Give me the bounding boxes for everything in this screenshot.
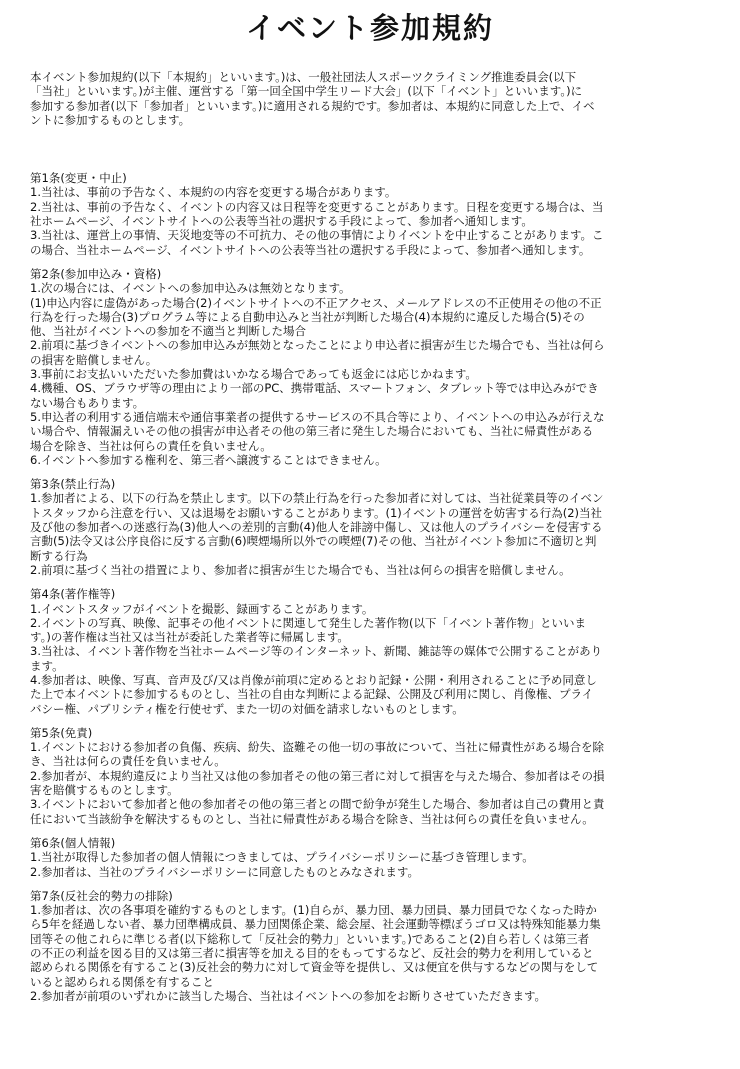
article-clause: 3.当社は、イベント著作物を当社ホームページ等のインターネット、新聞、雑誌等の媒体で公開することがあり ます。 [30,644,603,673]
article-clause: 1.イベントにおける参加者の負傷、疾病、紛失、盗難その他一切の事故について、当社に帰責性がある場合を除 き、当社は何らの責任を負いません。 [30,740,605,769]
article-clause: 2.参加者が前項のいずれかに該当した場合、当社はイベントへの参加をお断りさせていただきます。 [30,988,547,1003]
article-section [30,587,710,716]
article-section [30,171,710,257]
article-section [30,836,710,879]
article-clause: 1.当社が取得した参加者の個人情報につきましては、プライバシーポリシーに基づき管理します。 [30,850,534,865]
article-section [30,726,710,826]
article-clause: 1.当社は、事前の予告なく、本規約の内容を変更する場合があります。 [30,185,397,200]
article-clause: 3.事前にお支払いいただいた参加費はいかなる場合であっても返金には応じかねます。 [30,367,477,382]
article-heading: 第6条(個人情報) [30,835,116,850]
article-clause: 5.申込者の利用する通信端末や通信事業者の提供するサービスの不具合等により、イベントへの申込みが行えな い場合や、情報漏えいその他の損害が申込者その他の第三者に発生した場合においても、当社に帰責性がある 場合を除き、当社は何らの責任を負いません。 [30,409,605,453]
article-heading: 第1条(変更・中止) [30,171,127,186]
article-clause: 1.参加者による、以下の行為を禁止します。以下の禁止行為を行った参加者に対しては、当社従業員等のイベン トスタッフから注意を行い、又は退場をお願いすることがあります。(1)イベントの運営を妨害する行為(2)当社 及び他の参加者への迷惑行為(3)他人への差別的言動(4)他人を誹謗中傷し、又は他人のプライバシーを侵害する 言動(5)法令又は公序良俗に反する言動(6)喫煙場所以外での喫煙(7)その他、当社がイベント参加に不適切と判 断する行為 [30,491,604,563]
article-clause: 3.イベントにおいて参加者と他の参加者その他の第三者との間で紛争が発生した場合、参加者は自己の費用と責 任において当該紛争を解決するものとし、当社に帰責性がある場合を除き、当社は何らの責任を負いません。 [30,797,605,826]
article-clause: 6.イベントへ参加する権利を、第三者へ譲渡することはできません。 [30,452,387,467]
article-heading: 第7条(反社会的勢力の排除) [30,888,173,903]
article-clause: 1.イベントスタッフがイベントを撮影、録画することがあります。 [30,601,374,616]
article-clause: 2.当社は、事前の予告なく、イベントの内容又は日程等を変更することがあります。日程を変更する場合は、当 社ホームページ、イベントサイトへの公表等当社の選択する手段によって、参加者へ通知します。 [30,199,604,229]
article-section [30,477,710,577]
article-clause: 4.参加者は、映像、写真、音声及び/又は肖像が前項に定めるとおり記録・公開・利用されることに予め同意し た上で本イベントに参加するものとし、当社の自由な判断による記録、公開及び利用に関し、肖像権、プライ バシー権、パブリシティ権を行使せず、また一切の対価を請求しないものとします。 [30,672,597,716]
article-clause: 4.機種、OS、ブラウザ等の理由により一部のPC、携帯電話、スマートフォン、タブレット等では申込みができ ない場合もあります。 [30,381,599,410]
article-clause: 1.参加者は、次の各事項を確約するものとします。(1)自らが、暴力団、暴力団員、暴力団員でなくなった時か ら5年を経過しない者、暴力団準構成員、暴力団関係企業、総会屋、社会運動等標ぼうゴロ又は特殊知能暴力集 団等その他これらに準じる者(以下総称して「反社会的勢力」といいます。)であること(2)自ら若しくは第三者 の不正の利益を図る目的又は第三者に損害等を加える目的をもってするなど、反社会的勢力を利用していると 認められる関係を有すること(3)反社会的勢力に対して資金等を提供し、又は便宜を供与するなどの関与をして いると認められる関係を有すること [30,903,601,989]
article-clause: 2.前項に基づきイベントへの参加申込みが無効となったことにより申込者に損害が生じた場合でも、当社は何ら の損害を賠償しません。 [30,338,605,367]
article-clause: 2.参加者は、当社のプライバシーポリシーに同意したものとみなされます。 [30,864,419,879]
article-heading: 第4条(著作権等) [30,587,116,602]
articles-list [30,171,710,1003]
intro-paragraph: 本イベント参加規約(以下「本規約」といいます。)は、一般社団法人スポーツクライミング推進委員会(以下 「当社」といいます。)が主催、運営する「第一回全国中学生リード大会」(以下「イベント」といいます。)に 参加する参加者(以下「参加者」といいます。)に適用される規約です。参加者は、本規約に同意した上で、イベ ントに参加するものとします。 [30,70,595,127]
article-section [30,267,710,467]
article-clause: 3.当社は、運営上の事情、天災地変等の不可抗力、その他の事情によりイベントを中止することがあります。こ の場合、当社ホームページ、イベントサイトへの公表等当社の選択する手段によって、参加者へ通知します。 [30,228,604,257]
article-heading: 第3条(禁止行為) [30,477,116,492]
article-section [30,889,710,1003]
article-clause: 2.前項に基づく当社の措置により、参加者に損害が生じた場合でも、当社は何らの損害を賠償しません。 [30,562,571,577]
article-clause: 2.イベントの写真、映像、記事その他イベントに関連して発生した著作物(以下「イベント著作物」といいま す。)の著作権は当社又は当社が委託した業者等に帰属します。 [30,615,586,645]
article-heading: 第5条(免責) [30,725,93,740]
article-clause: 2.参加者が、本規約違反により当社又は他の参加者その他の第三者に対して損害を与えた場合、参加者はその損 害を賠償するものとします。 [30,768,605,798]
article-heading: 第2条(参加申込み・資格) [30,266,162,281]
article-clause: 1.次の場合には、イベントへの参加申込みは無効となります。 (1)申込内容に虚偽があった場合(2)イベントサイトへの不正アクセス、メールアドレスの不正使用その他の不正 行為を行った場合(3)プログラム等による自動申込みと当社が判断した場合(4)本規約に違反した場合(5)その 他、当社がイベントへの参加を不適当と判断した場合 [30,281,602,339]
document-title: イベント参加規約 [245,11,494,45]
